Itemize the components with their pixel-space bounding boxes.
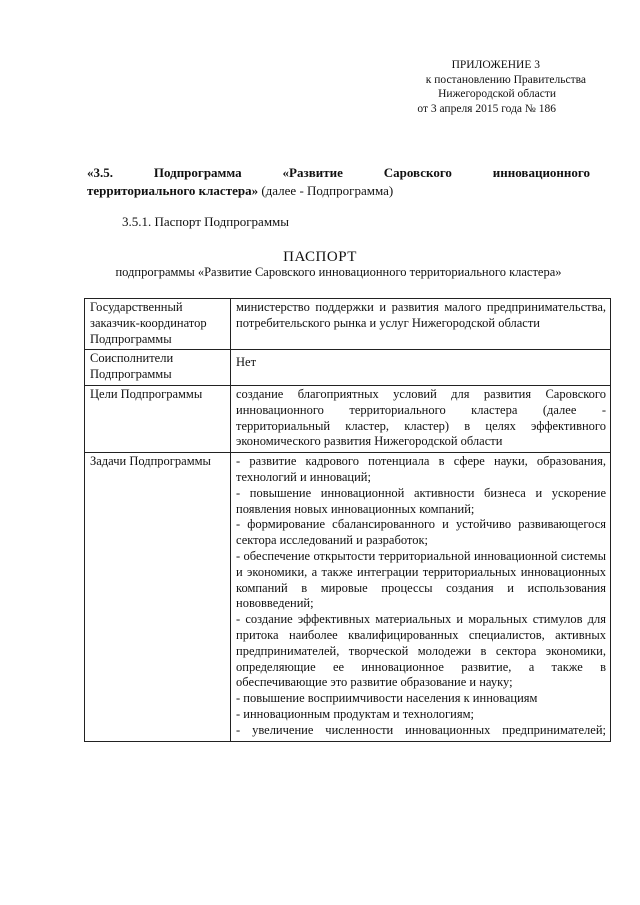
row-value-tasks [231,453,611,741]
row-key-tasks: Задачи Подпрограммы [85,453,231,741]
appendix-date: от 3 апреля 2015 года № 186 [417,102,556,115]
list-item: - повышение восприимчивости населения к инновациям [236,691,538,706]
list-item: - повышение инновационной активности бизнеса и ускорение появления новых инновационных компаний; [236,485,606,516]
appendix-label: ПРИЛОЖЕНИЕ 3 [451,59,540,71]
subsection-heading: 3.5.1. Паспорт Подпрограммы [122,214,290,229]
table-row [85,299,611,350]
section-title-bold: территориального кластера» [87,183,259,198]
list-item: - формирование сбалансированного и устойчиво развивающегося сектора исследований и разработок; [236,517,606,548]
passport-table [84,298,611,742]
section-title-line2 [87,181,590,200]
appendix-header [330,58,586,116]
appendix-region: Нижегородской области [438,88,556,100]
row-key-customer: Государственный заказчик-координатор Подпрограммы [85,299,231,350]
row-value-customer: министерство поддержки и развития малого предпринимательства, потребительского рынка и услуг Нижегородской области [231,299,611,350]
list-item: - увеличение численности инновационных предпринимателей; [236,722,606,737]
coexecutors-value: Нет [236,355,257,370]
passport-subtitle: подпрограммы «Развитие Саровского инновационного территориального кластера» [115,265,562,279]
row-key-goals: Цели Подпрограммы [85,385,231,452]
list-item: - обеспечение открытости территориальной инновационной системы и экономики, а также интеграции территориальных инновационных компаний в мировые процессы создания и использования нововведений; [236,548,606,611]
passport-title: ПАСПОРТ [283,249,357,265]
row-key-coexecutors: Соисполнители Подпрограммы [85,350,231,386]
list-item: - инновационным продуктам и технологиям; [236,706,475,721]
section-title-line1: «3.5. Подпрограмма «Развитие Саровского инновационного [87,165,590,180]
list-item: - создание эффективных материальных и моральных стимулов для притока наиболее квалифицированных специалистов, активных предпринимателей, творческой молодежи в сектора экономики, определяющие ее инновационное развитие, а также в обеспечивающие это развитие образование и науку; [236,612,606,690]
table-row [85,385,611,452]
section-title-suffix: (далее - Подпрограмма) [258,183,394,198]
table-row [85,350,611,386]
row-value-goals: создание благоприятных условий для развития Саровского инновационного территориального кластера (далее - территориальный кластер, кластер) в целях эффективного экономического развития Нижегородской области [231,385,611,452]
row-value-coexecutors [231,350,611,386]
table-row [85,453,611,741]
list-item: - развитие кадрового потенциала в сфере науки, образования, технологий и инноваций; [236,454,606,484]
appendix-resolution: к постановлению Правительства [425,73,586,86]
